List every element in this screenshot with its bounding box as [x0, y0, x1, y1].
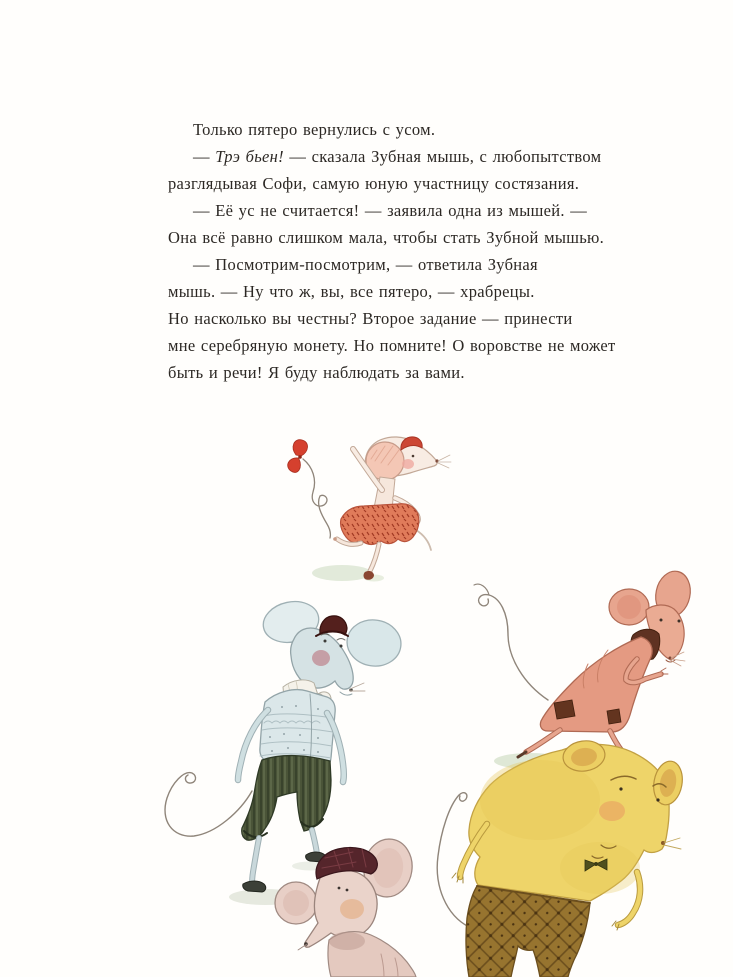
story-line-2-dash: —	[193, 147, 216, 166]
beret-mouse	[275, 836, 416, 977]
story-line-7: мышь. — Ну что ж, вы, все пятеро, — храбрецы.	[168, 282, 535, 301]
story-line-6: — Посмотрим-посмотрим, — ответила Зубная	[193, 255, 538, 274]
story-line-3: разглядывая Софи, самую юную участницу состязания.	[168, 174, 580, 193]
story-line-8: Но насколько вы честны? Второе задание — принести	[168, 309, 573, 328]
story-line-2-italic: Трэ бьен!	[215, 147, 284, 166]
story-line-9: мне серебряную монету. Но помните! О воровстве не может	[168, 336, 616, 355]
bow-string	[303, 459, 330, 538]
pink-coat-mouse	[474, 568, 694, 769]
story-line-1: Только пятеро вернулись с усом.	[193, 120, 436, 139]
story-line-10: быть и речи! Я буду наблюдать за вами.	[168, 363, 465, 382]
story-line-4: — Её ус не считается! — заявила одна из мышей. —	[193, 201, 588, 220]
story-line-5: Она всё равно слишком мала, чтобы стать Зубной мышью.	[168, 228, 605, 247]
story-line-2-rest: — сказала Зубная мышь, с любопытством	[283, 147, 602, 166]
yellow-mouse	[437, 738, 685, 977]
red-bow-icon	[288, 440, 308, 473]
ballerina-mouse	[288, 437, 451, 582]
